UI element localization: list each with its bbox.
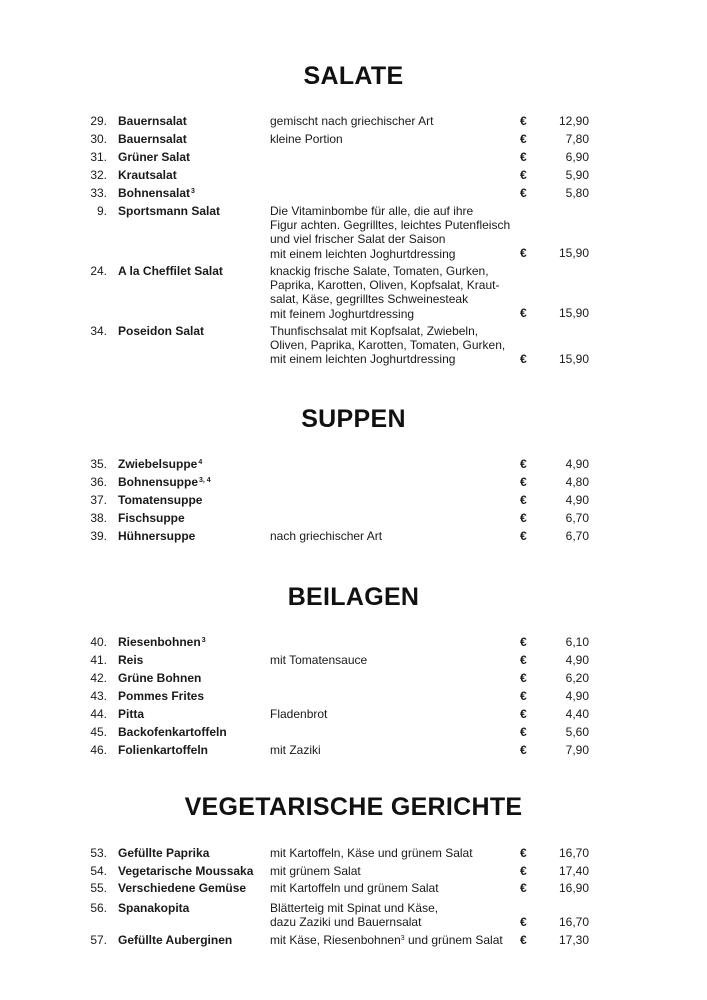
item-name: [118, 635, 206, 649]
currency-symbol: €: [520, 529, 527, 543]
currency-symbol: €: [520, 743, 527, 757]
item-name: Vegetarische Moussaka: [118, 864, 254, 878]
item-price: 16,70: [558, 915, 589, 929]
currency-symbol: €: [520, 168, 527, 182]
currency-symbol: €: [520, 246, 527, 260]
item-price: 15,90: [558, 352, 589, 366]
item-price: 17,30: [558, 933, 589, 947]
item-number: 34.: [90, 324, 107, 338]
currency-symbol: €: [520, 493, 527, 507]
item-number: 29.: [90, 114, 107, 128]
item-number: 24.: [90, 264, 107, 278]
allergen-footnote: 3, 4: [199, 477, 211, 484]
item-number: 39.: [90, 529, 107, 543]
item-description-text: mit Käse, Riesenbohnen: [270, 933, 401, 947]
item-price: 7,90: [565, 743, 589, 757]
currency-symbol: €: [520, 132, 527, 146]
item-name: Poseidon Salat: [118, 324, 205, 338]
item-name: Grüne Bohnen: [118, 671, 202, 685]
item-number: 55.: [90, 881, 107, 895]
item-description: knackig frische Salate, Tomaten, Gurken, Paprika, Karotten, Oliven, Kopfsalat, Kraut- salat, Käse, gegrilltes Schweinesteak mit feinem Joghurtdressing: [270, 264, 500, 321]
item-number: 53.: [90, 846, 107, 860]
item-name: Gefüllte Auberginen: [118, 933, 233, 947]
currency-symbol: €: [520, 707, 527, 721]
item-price: 16,70: [558, 846, 589, 860]
currency-symbol: €: [520, 671, 527, 685]
currency-symbol: €: [520, 306, 527, 320]
item-name: [118, 475, 211, 489]
item-number: 44.: [90, 707, 107, 721]
item-description: mit Kartoffeln und grünem Salat: [270, 881, 439, 895]
item-price: 4,90: [565, 493, 589, 507]
item-description-text: und grünem Salat: [404, 933, 503, 947]
item-name: Grüner Salat: [118, 150, 191, 164]
item-number: 30.: [90, 132, 107, 146]
item-name: Sportsmann Salat: [118, 204, 221, 218]
item-name: Pitta: [118, 707, 145, 721]
allergen-footnote: 3: [201, 637, 206, 644]
currency-symbol: €: [520, 846, 527, 860]
currency-symbol: €: [520, 511, 527, 525]
currency-symbol: €: [520, 635, 527, 649]
item-description: Blätterteig mit Spinat und Käse, dazu Zaziki und Bauernsalat: [270, 901, 439, 930]
currency-symbol: €: [520, 653, 527, 667]
currency-symbol: €: [520, 915, 527, 929]
item-name: Krautsalat: [118, 168, 177, 182]
item-name-text: Riesenbohnen: [118, 635, 201, 649]
item-name: Fischsuppe: [118, 511, 185, 525]
allergen-footnote: 4: [198, 459, 203, 466]
item-price: 4,90: [565, 457, 589, 471]
item-description: mit Zaziki: [270, 743, 321, 757]
item-description: Die Vitaminbombe für alle, die auf ihre Figur achten. Gegrilltes, leichtes Putenfleisch und viel frischer Salat der Saison mit einem leichten Joghurtdressing: [270, 204, 511, 261]
item-price: 4,40: [565, 707, 589, 721]
item-number: 36.: [90, 475, 107, 489]
section-title-suppen: SUPPEN: [301, 405, 406, 433]
item-number: 41.: [90, 653, 107, 667]
item-price: 5,60: [565, 725, 589, 739]
item-price: 15,90: [558, 246, 589, 260]
item-name: Gefüllte Paprika: [118, 846, 210, 860]
item-number: 9.: [96, 204, 107, 218]
item-name: [118, 457, 202, 471]
currency-symbol: €: [520, 933, 527, 947]
item-price: 6,70: [565, 511, 589, 525]
item-price: 6,70: [565, 529, 589, 543]
item-price: 4,90: [565, 689, 589, 703]
item-price: 5,80: [565, 186, 589, 200]
currency-symbol: €: [520, 186, 527, 200]
item-number: 43.: [90, 689, 107, 703]
item-description: mit Kartoffeln, Käse und grünem Salat: [270, 846, 473, 860]
item-name: Folienkartoffeln: [118, 743, 209, 757]
item-number: 35.: [90, 457, 107, 471]
item-name: Bauernsalat: [118, 132, 187, 146]
item-name: A la Cheffilet Salat: [118, 264, 223, 278]
item-name: Spanakopita: [118, 901, 190, 915]
currency-symbol: €: [520, 475, 527, 489]
item-number: 38.: [90, 511, 107, 525]
item-number: 46.: [90, 743, 107, 757]
item-number: 33.: [90, 186, 107, 200]
item-description: gemischt nach griechischer Art: [270, 114, 434, 128]
item-name: Reis: [118, 653, 144, 667]
item-name-text: Bohnensalat: [118, 186, 191, 200]
item-number: 42.: [90, 671, 107, 685]
item-name-text: Bohnensuppe: [118, 475, 198, 489]
item-name: Tomatensuppe: [118, 493, 203, 507]
item-description: Fladenbrot: [270, 707, 328, 721]
item-description: [270, 933, 515, 947]
allergen-footnote: 3: [191, 188, 195, 195]
item-number: 37.: [90, 493, 107, 507]
item-description: mit Tomatensauce: [270, 653, 368, 667]
item-price: 7,80: [565, 132, 589, 146]
currency-symbol: €: [520, 114, 527, 128]
item-name: Pommes Frites: [118, 689, 205, 703]
item-name: Verschiedene Gemüse: [118, 881, 247, 895]
item-name: Bauernsalat: [118, 114, 187, 128]
item-number: 57.: [90, 933, 107, 947]
item-price: 4,80: [565, 475, 589, 489]
item-name: Hühnersuppe: [118, 529, 196, 543]
item-description: mit grünem Salat: [270, 864, 361, 878]
item-price: 12,90: [558, 114, 589, 128]
item-number: 54.: [90, 864, 107, 878]
item-price: 15,90: [558, 306, 589, 320]
item-number: 32.: [90, 168, 107, 182]
item-number: 45.: [90, 725, 107, 739]
item-price: 5,90: [565, 168, 589, 182]
currency-symbol: €: [520, 457, 527, 471]
currency-symbol: €: [520, 725, 527, 739]
currency-symbol: €: [520, 689, 527, 703]
section-title-vegetarische-gerichte: VEGETARISCHE GERICHTE: [184, 793, 523, 821]
currency-symbol: €: [520, 864, 527, 878]
currency-symbol: €: [520, 150, 527, 164]
section-title-salate: SALATE: [303, 62, 404, 90]
item-price: 6,90: [565, 150, 589, 164]
currency-symbol: €: [520, 352, 527, 366]
item-price: 6,20: [565, 671, 589, 685]
section-title-beilagen: BEILAGEN: [287, 583, 420, 611]
item-name: [118, 186, 195, 200]
currency-symbol: €: [520, 881, 527, 895]
item-number: 56.: [90, 901, 107, 915]
item-price: 16,90: [558, 881, 589, 895]
item-price: 6,10: [565, 635, 589, 649]
allergen-footnote: 3: [400, 935, 405, 942]
item-name: Backofenkartoffeln: [118, 725, 227, 739]
item-number: 31.: [90, 150, 107, 164]
item-description: kleine Portion: [270, 132, 343, 146]
item-price: 4,90: [565, 653, 589, 667]
item-description: nach griechischer Art: [270, 529, 383, 543]
item-name-text: Zwiebelsuppe: [118, 457, 198, 471]
item-description: Thunfischsalat mit Kopfsalat, Zwiebeln, Oliven, Paprika, Karotten, Tomaten, Gurken, mit einem leichten Joghurtdressing: [270, 324, 506, 367]
item-number: 40.: [90, 635, 107, 649]
item-price: 17,40: [558, 864, 589, 878]
